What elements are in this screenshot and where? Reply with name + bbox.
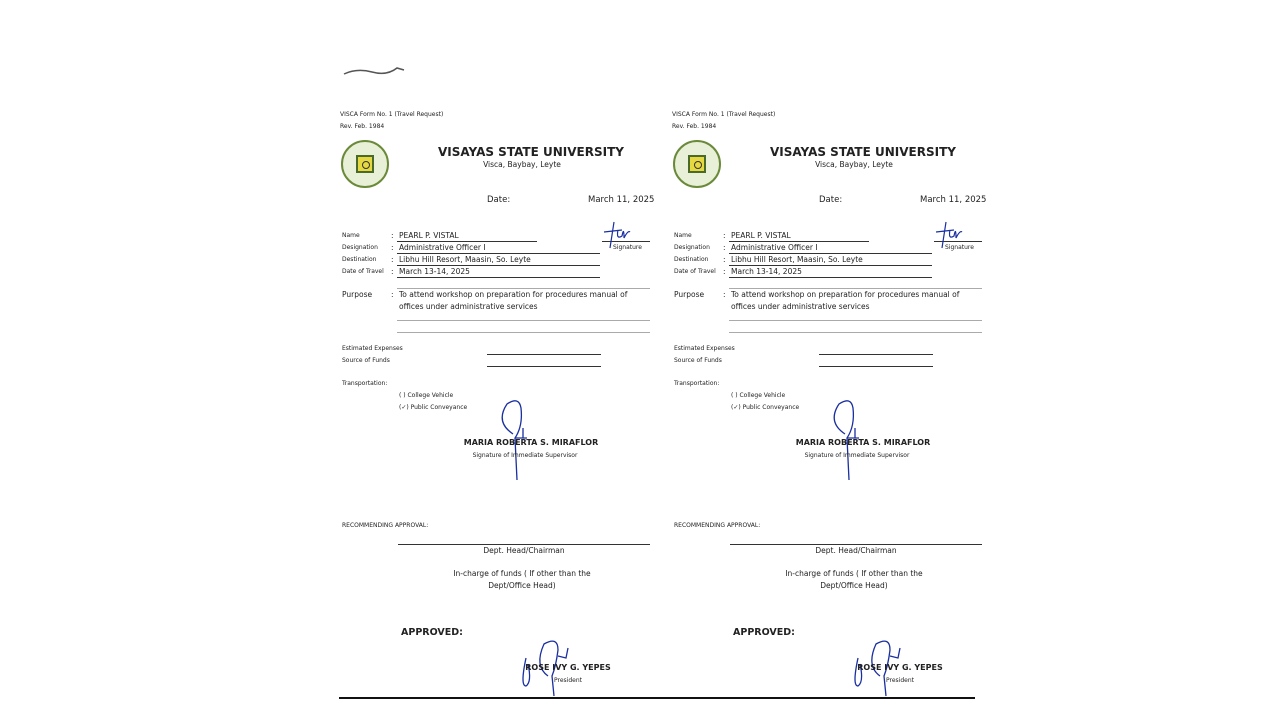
purpose-line-2: offices under administrative services [731, 302, 870, 311]
name-underline [729, 241, 869, 242]
date-value: March 11, 2025 [920, 195, 987, 205]
page-bottom-border [339, 697, 975, 699]
destination-label: Destination [674, 256, 709, 263]
date-label: Date: [487, 195, 511, 205]
form-number: VISCA Form No. 1 (Travel Request) [340, 111, 444, 118]
destination-label: Destination [342, 256, 377, 263]
travel-request-form-copy [672, 0, 992, 720]
designation-underline [397, 253, 600, 254]
transport-label: Transportation: [674, 380, 720, 387]
university-address: Visca, Baybay, Leyte [815, 160, 893, 169]
name-value: PEARL P. VISTAL [731, 231, 791, 240]
colon: : [723, 267, 726, 276]
dept-head-label: Dept. Head/Chairman [483, 546, 565, 555]
approved-label: APPROVED: [401, 627, 463, 638]
incharge-line-2: Dept/Office Head) [488, 581, 556, 590]
colon: : [391, 290, 394, 299]
funds-label: Source of Funds [674, 357, 722, 364]
transport-public-conveyance: (✓) Public Conveyance [731, 404, 800, 411]
revision: Rev. Feb. 1984 [672, 123, 717, 130]
colon: : [723, 255, 726, 264]
purpose-line-1: To attend workshop on preparation for procedures manual of [399, 290, 628, 299]
recommending-approval: RECOMMENDING APPROVAL: [674, 522, 761, 529]
supervisor-caption: Signature of Immediate Supervisor [472, 452, 578, 459]
applicant-signature [934, 218, 964, 258]
form-number: VISCA Form No. 1 (Travel Request) [672, 111, 776, 118]
colon: : [391, 267, 394, 276]
travel-date-underline [729, 277, 932, 278]
designation-underline [729, 253, 932, 254]
purpose-line [729, 320, 982, 321]
funds-line [487, 366, 601, 367]
president-title: President [554, 677, 582, 684]
purpose-label: Purpose [342, 290, 373, 299]
travel-date-label: Date of Travel [342, 268, 384, 275]
name-label: Name [342, 232, 360, 239]
recommending-approval: RECOMMENDING APPROVAL: [342, 522, 429, 529]
travel-date-value: March 13-14, 2025 [399, 267, 470, 276]
purpose-line-2: offices under administrative services [399, 302, 538, 311]
designation-label: Designation [342, 244, 378, 251]
colon: : [391, 255, 394, 264]
approved-label: APPROVED: [733, 627, 795, 638]
president-name: ROSE IVY G. YEPES [525, 663, 611, 672]
destination-value: Libhu Hill Resort, Maasin, So. Leyte [731, 255, 863, 264]
supervisor-name: MARIA ROBERTA S. MIRAFLOR [795, 438, 931, 447]
date-label: Date: [819, 195, 843, 205]
travel-date-underline [397, 277, 600, 278]
expenses-line [819, 354, 933, 355]
funds-line [819, 366, 933, 367]
travel-date-label: Date of Travel [674, 268, 716, 275]
destination-underline [729, 265, 932, 266]
dept-head-label: Dept. Head/Chairman [815, 546, 897, 555]
purpose-line [397, 320, 650, 321]
colon: : [723, 290, 726, 299]
colon: : [391, 243, 394, 252]
date-value: March 11, 2025 [588, 195, 655, 205]
transport-public-conveyance: (✓) Public Conveyance [399, 404, 468, 411]
purpose-line [397, 332, 650, 333]
colon: : [391, 231, 394, 240]
purpose-line [729, 288, 982, 289]
purpose-line [397, 288, 650, 289]
name-label: Name [674, 232, 692, 239]
travel-date-value: March 13-14, 2025 [731, 267, 802, 276]
travel-request-form [340, 0, 660, 720]
incharge-line-1: In-charge of funds ( If other than the [453, 569, 591, 578]
expenses-line [487, 354, 601, 355]
colon: : [723, 243, 726, 252]
designation-value: Administrative Officer I [399, 243, 486, 252]
name-underline [397, 241, 537, 242]
signature-label: Signature [613, 244, 642, 251]
dept-head-line [398, 544, 650, 545]
colon: : [723, 231, 726, 240]
transport-label: Transportation: [342, 380, 388, 387]
university-address: Visca, Baybay, Leyte [483, 160, 561, 169]
transport-college-vehicle: ( ) College Vehicle [399, 392, 454, 399]
university-seal-logo [341, 140, 389, 188]
expenses-label: Estimated Expenses [342, 345, 403, 352]
university-title: VISAYAS STATE UNIVERSITY [770, 145, 956, 159]
president-title: President [886, 677, 914, 684]
designation-label: Designation [674, 244, 710, 251]
applicant-signature [602, 218, 632, 258]
destination-value: Libhu Hill Resort, Maasin, So. Leyte [399, 255, 531, 264]
supervisor-caption: Signature of Immediate Supervisor [804, 452, 910, 459]
president-name: ROSE IVY G. YEPES [857, 663, 943, 672]
expenses-label: Estimated Expenses [674, 345, 735, 352]
purpose-line-1: To attend workshop on preparation for procedures manual of [731, 290, 960, 299]
designation-value: Administrative Officer I [731, 243, 818, 252]
university-title: VISAYAS STATE UNIVERSITY [438, 145, 624, 159]
university-seal-logo [673, 140, 721, 188]
signature-label: Signature [945, 244, 974, 251]
supervisor-name: MARIA ROBERTA S. MIRAFLOR [463, 438, 599, 447]
funds-label: Source of Funds [342, 357, 390, 364]
revision: Rev. Feb. 1984 [340, 123, 385, 130]
destination-underline [397, 265, 600, 266]
incharge-line-1: In-charge of funds ( If other than the [785, 569, 923, 578]
dept-head-line [730, 544, 982, 545]
transport-college-vehicle: ( ) College Vehicle [731, 392, 786, 399]
name-value: PEARL P. VISTAL [399, 231, 459, 240]
incharge-line-2: Dept/Office Head) [820, 581, 888, 590]
purpose-label: Purpose [674, 290, 705, 299]
purpose-line [729, 332, 982, 333]
